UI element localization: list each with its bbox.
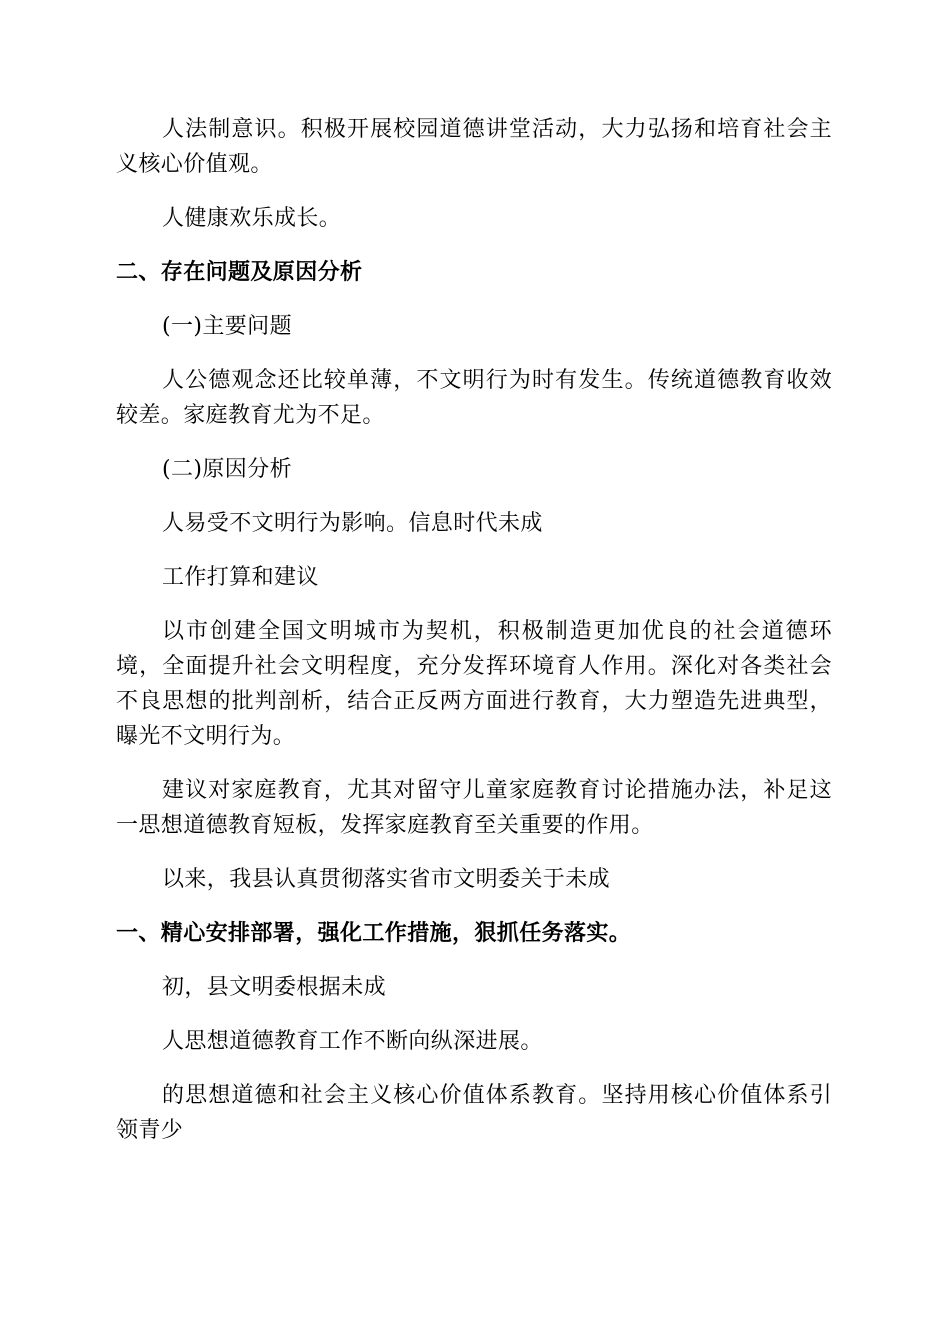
paragraph: 人思想道德教育工作不断向纵深进展。	[162, 1029, 543, 1054]
paragraph: 人健康欢乐成长。	[162, 206, 342, 231]
paragraph: 以来，我县认真贯彻落实省市文明委关于未成	[162, 867, 611, 892]
section-heading: 二、存在问题及原因分析	[116, 259, 363, 285]
subheading: (二)原因分析	[162, 457, 292, 482]
section-heading: 一、精心安排部署，强化工作措施，狠抓任务落实。	[116, 920, 632, 946]
paragraph: 人法制意识。积极开展校园道德讲堂活动，大力弘扬和培育社会主义核心价值观。	[116, 117, 832, 177]
document-page	[116, 112, 832, 1148]
paragraph: 的思想道德和社会主义核心价值体系教育。坚持用核心价值体系引领青少	[116, 1083, 832, 1143]
subheading: (一)主要问题	[162, 314, 292, 339]
paragraph: 建议对家庭教育，尤其对留守儿童家庭教育讨论措施办法，补足这一思想道德教育短板，发挥家庭教育至关重要的作用。	[116, 778, 832, 838]
paragraph: 初，县文明委根据未成	[162, 975, 387, 1000]
paragraph: 以市创建全国文明城市为契机，积极制造更加优良的社会道德环境，全面提升社会文明程度，充分发挥环境育人作用。深化对各类社会不良思想的批判剖析，结合正反两方面进行教育，大力塑造先进典型，曝光不文明行为。	[116, 619, 832, 749]
paragraph: 人公德观念还比较单薄，不文明行为时有发生。传统道德教育收效较差。家庭教育尤为不足。	[116, 368, 832, 428]
subheading: 工作打算和建议	[162, 565, 319, 590]
paragraph: 人易受不文明行为影响。信息时代未成	[162, 511, 543, 536]
